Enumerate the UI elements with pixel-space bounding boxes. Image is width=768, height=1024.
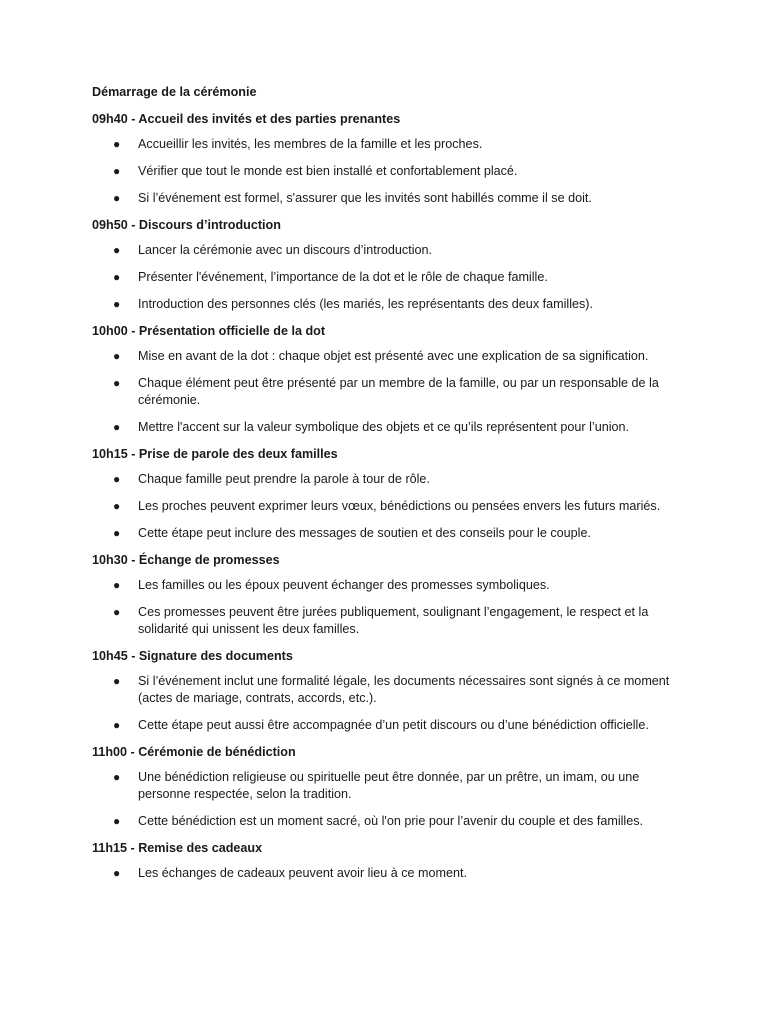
list-item xyxy=(92,163,692,180)
list-item-text: Lancer la cérémonie avec un discours d’introduction. xyxy=(138,243,433,257)
section-discours xyxy=(92,217,692,313)
section-heading: 10h30 - Échange de promesses xyxy=(92,553,280,567)
list-item xyxy=(92,375,692,409)
bullet-icon: ● xyxy=(113,376,121,390)
bullet-icon: ● xyxy=(113,243,121,257)
list-item xyxy=(92,577,692,594)
list-item xyxy=(92,190,692,207)
bullet-icon: ● xyxy=(113,420,121,434)
bullet-icon: ● xyxy=(113,578,121,592)
section-heading: 10h45 - Signature des documents xyxy=(92,649,293,663)
bullet-list xyxy=(92,673,692,734)
list-item-text: Ces promesses peuvent être jurées publiquement, soulignant l’engagement, le respect et la solidarité qui unissent les deux familles. xyxy=(138,605,649,636)
list-item xyxy=(92,813,692,830)
document-title: Démarrage de la cérémonie xyxy=(92,85,257,99)
bullet-list xyxy=(92,348,692,436)
section-heading: 11h00 - Cérémonie de bénédiction xyxy=(92,745,296,759)
list-item-text: Mettre l'accent sur la valeur symbolique des objets et ce qu’ils représentent pour l’union. xyxy=(138,420,630,434)
list-item xyxy=(92,525,692,542)
bullet-icon: ● xyxy=(113,164,121,178)
bullet-list xyxy=(92,769,692,830)
list-item-text: Cette étape peut aussi être accompagnée d’un petit discours ou d’une bénédiction officielle. xyxy=(138,718,649,732)
section-promesses xyxy=(92,552,692,638)
list-item xyxy=(92,419,692,436)
list-item-text: Si l’événement est formel, s'assurer que les invités sont habillés comme il se doit. xyxy=(138,191,592,205)
bullet-icon: ● xyxy=(113,349,121,363)
list-item-text: Présenter l'événement, l’importance de la dot et le rôle de chaque famille. xyxy=(138,270,548,284)
list-item-text: Les échanges de cadeaux peuvent avoir lieu à ce moment. xyxy=(138,866,468,880)
section-accueil xyxy=(92,111,692,207)
bullet-icon: ● xyxy=(113,770,121,784)
bullet-list xyxy=(92,577,692,638)
list-item xyxy=(92,242,692,259)
list-item xyxy=(92,865,692,882)
list-item-text: Accueillir les invités, les membres de la famille et les proches. xyxy=(138,137,483,151)
bullet-icon: ● xyxy=(113,526,121,540)
bullet-list xyxy=(92,136,692,207)
bullet-icon: ● xyxy=(113,718,121,732)
bullet-icon: ● xyxy=(113,866,121,880)
bullet-icon: ● xyxy=(113,605,121,619)
bullet-list xyxy=(92,865,692,882)
section-prise-de-parole xyxy=(92,446,692,542)
list-item xyxy=(92,269,692,286)
list-item-text: Cette bénédiction est un moment sacré, où l'on prie pour l’avenir du couple et des familles. xyxy=(138,814,644,828)
bullet-icon: ● xyxy=(113,137,121,151)
document-page xyxy=(92,84,692,892)
list-item xyxy=(92,136,692,153)
list-item-text: Introduction des personnes clés (les mariés, les représentants des deux familles). xyxy=(138,297,593,311)
section-presentation-dot xyxy=(92,323,692,436)
list-item xyxy=(92,296,692,313)
bullet-icon: ● xyxy=(113,499,121,513)
list-item xyxy=(92,471,692,488)
list-item-text: Chaque famille peut prendre la parole à tour de rôle. xyxy=(138,472,430,486)
bullet-list xyxy=(92,471,692,542)
section-heading: 10h15 - Prise de parole des deux familles xyxy=(92,447,338,461)
bullet-icon: ● xyxy=(113,814,121,828)
section-signature xyxy=(92,648,692,734)
section-cadeaux xyxy=(92,840,692,882)
list-item xyxy=(92,673,692,707)
list-item-text: Mise en avant de la dot : chaque objet est présenté avec une explication de sa signification. xyxy=(138,349,649,363)
list-item xyxy=(92,769,692,803)
list-item xyxy=(92,717,692,734)
bullet-icon: ● xyxy=(113,674,121,688)
bullet-icon: ● xyxy=(113,270,121,284)
list-item-text: Chaque élément peut être présenté par un membre de la famille, ou par un responsable de la cérémonie. xyxy=(138,376,659,407)
list-item-text: Si l’événement inclut une formalité légale, les documents nécessaires sont signés à ce moment (actes de mariage, contrats, accords, etc.). xyxy=(138,674,670,705)
list-item-text: Vérifier que tout le monde est bien installé et confortablement placé. xyxy=(138,164,518,178)
list-item-text: Une bénédiction religieuse ou spirituelle peut être donnée, par un prêtre, un imam, ou une personne respectée, selon la tradition. xyxy=(138,770,640,801)
section-heading: 09h40 - Accueil des invités et des parties prenantes xyxy=(92,112,401,126)
section-heading: 11h15 - Remise des cadeaux xyxy=(92,841,263,855)
list-item xyxy=(92,604,692,638)
bullet-icon: ● xyxy=(113,297,121,311)
section-heading: 09h50 - Discours d’introduction xyxy=(92,218,281,232)
list-item-text: Les familles ou les époux peuvent échanger des promesses symboliques. xyxy=(138,578,550,592)
bullet-icon: ● xyxy=(113,191,121,205)
bullet-icon: ● xyxy=(113,472,121,486)
bullet-list xyxy=(92,242,692,313)
list-item-text: Cette étape peut inclure des messages de soutien et des conseils pour le couple. xyxy=(138,526,591,540)
list-item xyxy=(92,348,692,365)
list-item xyxy=(92,498,692,515)
section-heading: 10h00 - Présentation officielle de la dot xyxy=(92,324,326,338)
list-item-text: Les proches peuvent exprimer leurs vœux, bénédictions ou pensées envers les futurs mariés. xyxy=(138,499,661,513)
section-benediction xyxy=(92,744,692,830)
